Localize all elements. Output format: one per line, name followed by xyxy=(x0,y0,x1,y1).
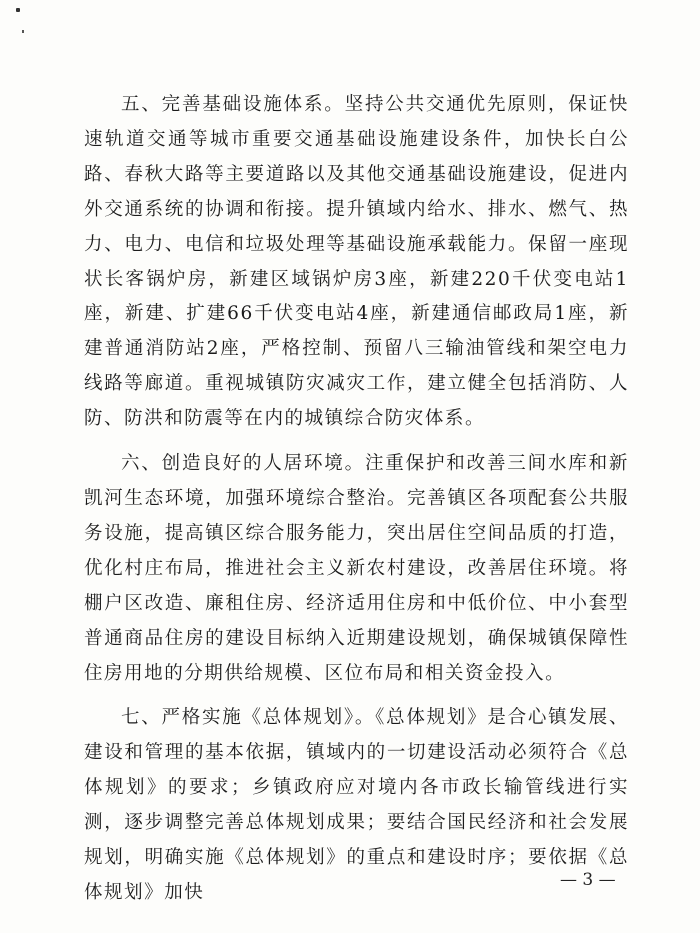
scan-mark xyxy=(16,8,20,12)
scan-mark xyxy=(22,30,24,33)
paragraph-6: 六、创造良好的人居环境。注重保护和改善三间水库和新凯河生态环境，加强环境综合整治。完善镇区各项配套公共服务设施，提高镇区综合服务能力，突出居住空间品质的打造，优化村庄布局，推进社会主义新农村建设，改善居住环境。将棚户区改造、廉租住房、经济适用住房和中低价位、中小套型普通商品住房的建设目标纳入近期建设规划，确保城镇保障性住房用地的分期供给规模、区位布局和相关资金投入。 xyxy=(84,453,629,684)
paragraph-5: 五、完善基础设施体系。坚持公共交通优先原则，保证快速轨道交通等城市重要交通基础设施建设条件，加快长白公路、春秋大路等主要道路以及其他交通基础设施建设，促进内外交通系统的协调和衔接。提升镇域内给水、排水、燃气、热力、电力、电信和垃圾处理等基础设施承载能力。保留一座现状长客锅炉房，新建区域锅炉房3座，新建220千伏变电站1座，新建、扩建66千伏变电站4座，新建通信邮政局1座，新建普通消防站2座，严格控制、预留八三输油管线和架空电力线路等廊道。重视城镇防灾减灾工作，建立健全包括消防、人防、防洪和防震等在内的城镇综合防灾体系。 xyxy=(84,94,629,430)
page-number: — 3 — xyxy=(560,870,616,890)
document-body xyxy=(84,88,629,921)
paragraph-7: 七、严格实施《总体规划》。《总体规划》是合心镇发展、建设和管理的基本依据，镇域内的一切建设活动必须符合《总体规划》的要求；乡镇政府应对境内各市政长输管线进行实测，逐步调整完善总体规划成果；要结合国民经济和社会发展规划，明确实施《总体规划》的重点和建设时序；要依据《总体规划》加快 xyxy=(84,707,629,903)
